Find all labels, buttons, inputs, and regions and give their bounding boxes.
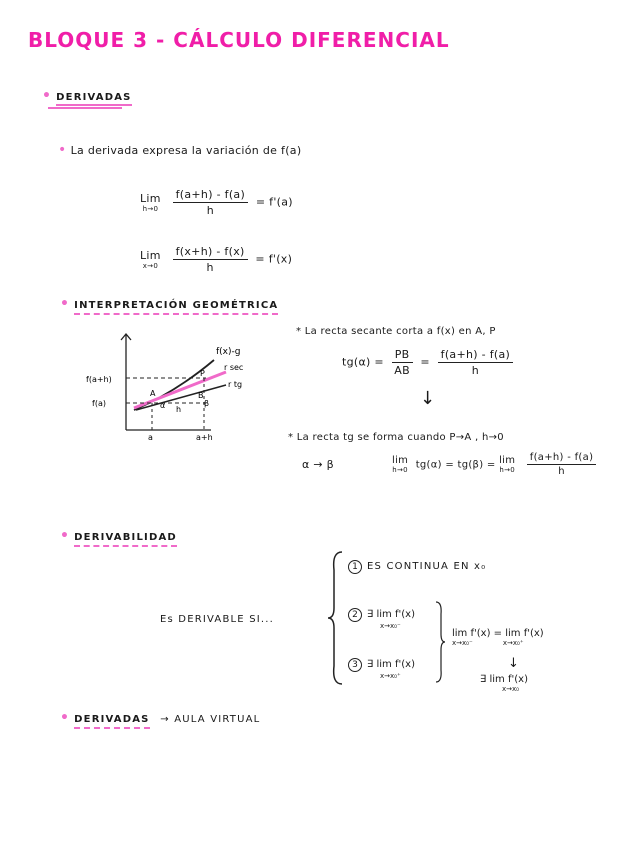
left-brace [326, 550, 346, 686]
footer-text: → AULA VIRTUAL [160, 714, 261, 725]
ah-label: a+h [196, 433, 213, 440]
derivabilidad-heading-text: DERIVABILIDAD [74, 532, 177, 547]
rsec-label: r sec [224, 363, 244, 372]
lateral-limits-equality [452, 628, 544, 647]
equals-sign: = [493, 628, 503, 639]
right-limit-sub: x→x₀⁺ [502, 639, 524, 647]
derivable-intro: Es DERIVABLE SI... [160, 614, 275, 625]
interpretacion-heading [60, 296, 278, 312]
limit-fraction: $\frac{f(x+h) - f(x)}{h}$ [173, 245, 248, 274]
equals-sign: = [420, 355, 430, 369]
difference-quotient: $\frac{f(a+h) - f(a)}{h}$ [527, 452, 597, 477]
limit-exists-text: ∃ lim f'(x) [480, 674, 528, 685]
fx-label: f(x)-g [216, 347, 241, 357]
limit-exists-sub: x→x₀ [502, 685, 519, 693]
limit-formula-1 [140, 188, 293, 217]
f-ah-label: f(a+h) [86, 375, 112, 384]
point-a: A [150, 389, 156, 398]
alpha-beta: α → β [302, 458, 334, 471]
a-label: a [148, 433, 153, 440]
h-label: h [176, 405, 182, 414]
tangent-secant-graph [86, 330, 286, 440]
condition-text: ∃ lim f'(x) [367, 609, 415, 620]
arrow-down-icon: ↓ [420, 388, 436, 409]
condition-number: 2 [348, 608, 362, 622]
right-limit: lim f'(x) [505, 628, 544, 639]
footer-heading: DERIVADAS [74, 714, 149, 729]
derivadas-bullet-text: La derivada expresa la variación de f(a) [70, 144, 302, 157]
left-limit: lim f'(x) [452, 628, 491, 639]
derivadas-heading-text: DERIVADAS [56, 92, 131, 106]
limit-symbol: lim h→0 [499, 455, 516, 474]
limit-symbol: lim h→0 [392, 455, 409, 474]
limit-formula-2 [140, 245, 292, 274]
limit-symbol: Lim x→0 [140, 249, 161, 270]
rtg-label: r tg [228, 380, 243, 389]
beta-label: β [204, 399, 210, 408]
heading-highlight [48, 107, 122, 109]
f-a-label: f(a) [92, 399, 106, 408]
condition-3 [348, 658, 415, 680]
alpha-label: α [160, 401, 166, 410]
page-title: BLOQUE 3 - CÁLCULO DIFERENCIAL [28, 28, 450, 52]
bullet-dot-icon: • [60, 296, 71, 312]
pb-ab-fraction: $\frac{PB}{AB}$ [392, 348, 413, 377]
bullet-dot-icon: • [42, 88, 53, 104]
secant-note: * La recta secante corta a f(x) en A, P [296, 326, 496, 337]
point-p: P [200, 369, 205, 378]
derivabilidad-heading [60, 528, 177, 544]
tg-equality: tg(α) = tg(β) = [415, 459, 496, 471]
derivadas-heading [42, 88, 132, 104]
footer-line [60, 710, 260, 726]
bullet-dot-icon: • [60, 528, 71, 544]
point-b: B [198, 391, 204, 400]
condition-1 [348, 560, 486, 574]
limit-result: = f'(x) [255, 252, 293, 266]
left-limit-sub: x→x₀⁻ [452, 639, 473, 647]
condition-text: ∃ lim f'(x) [367, 659, 415, 670]
tangent-note: * La recta tg se forma cuando P→A , h→0 [288, 432, 504, 443]
condition-number: 1 [348, 560, 362, 574]
condition-number: 3 [348, 658, 362, 672]
right-brace [434, 600, 446, 684]
bullet-dot-icon: • [60, 710, 71, 726]
condition-2 [348, 608, 415, 630]
condition-sub: x→x₀⁺ [380, 672, 401, 680]
arrow-down-icon: ↓ [508, 656, 519, 671]
tg-label: tg(α) = [342, 355, 384, 369]
derivadas-bullet [58, 142, 301, 158]
limit-symbol: Lim h→0 [140, 192, 161, 213]
limit-fraction: $\frac{f(a+h) - f(a)}{h}$ [173, 188, 248, 217]
limit-result: = f'(a) [255, 195, 293, 209]
condition-text: ES CONTINUA EN x₀ [367, 561, 487, 572]
tg-formula [342, 348, 517, 377]
condition-sub: x→x₀⁻ [380, 622, 401, 630]
bullet-dot-icon: • [58, 142, 67, 158]
interpretacion-heading-text: INTERPRETACIÓN GEOMÉTRICA [74, 300, 278, 315]
limit-exists [480, 674, 528, 693]
difference-quotient: $\frac{f(a+h) - f(a)}{h}$ [438, 348, 513, 377]
tangent-limit-formula [392, 452, 600, 477]
